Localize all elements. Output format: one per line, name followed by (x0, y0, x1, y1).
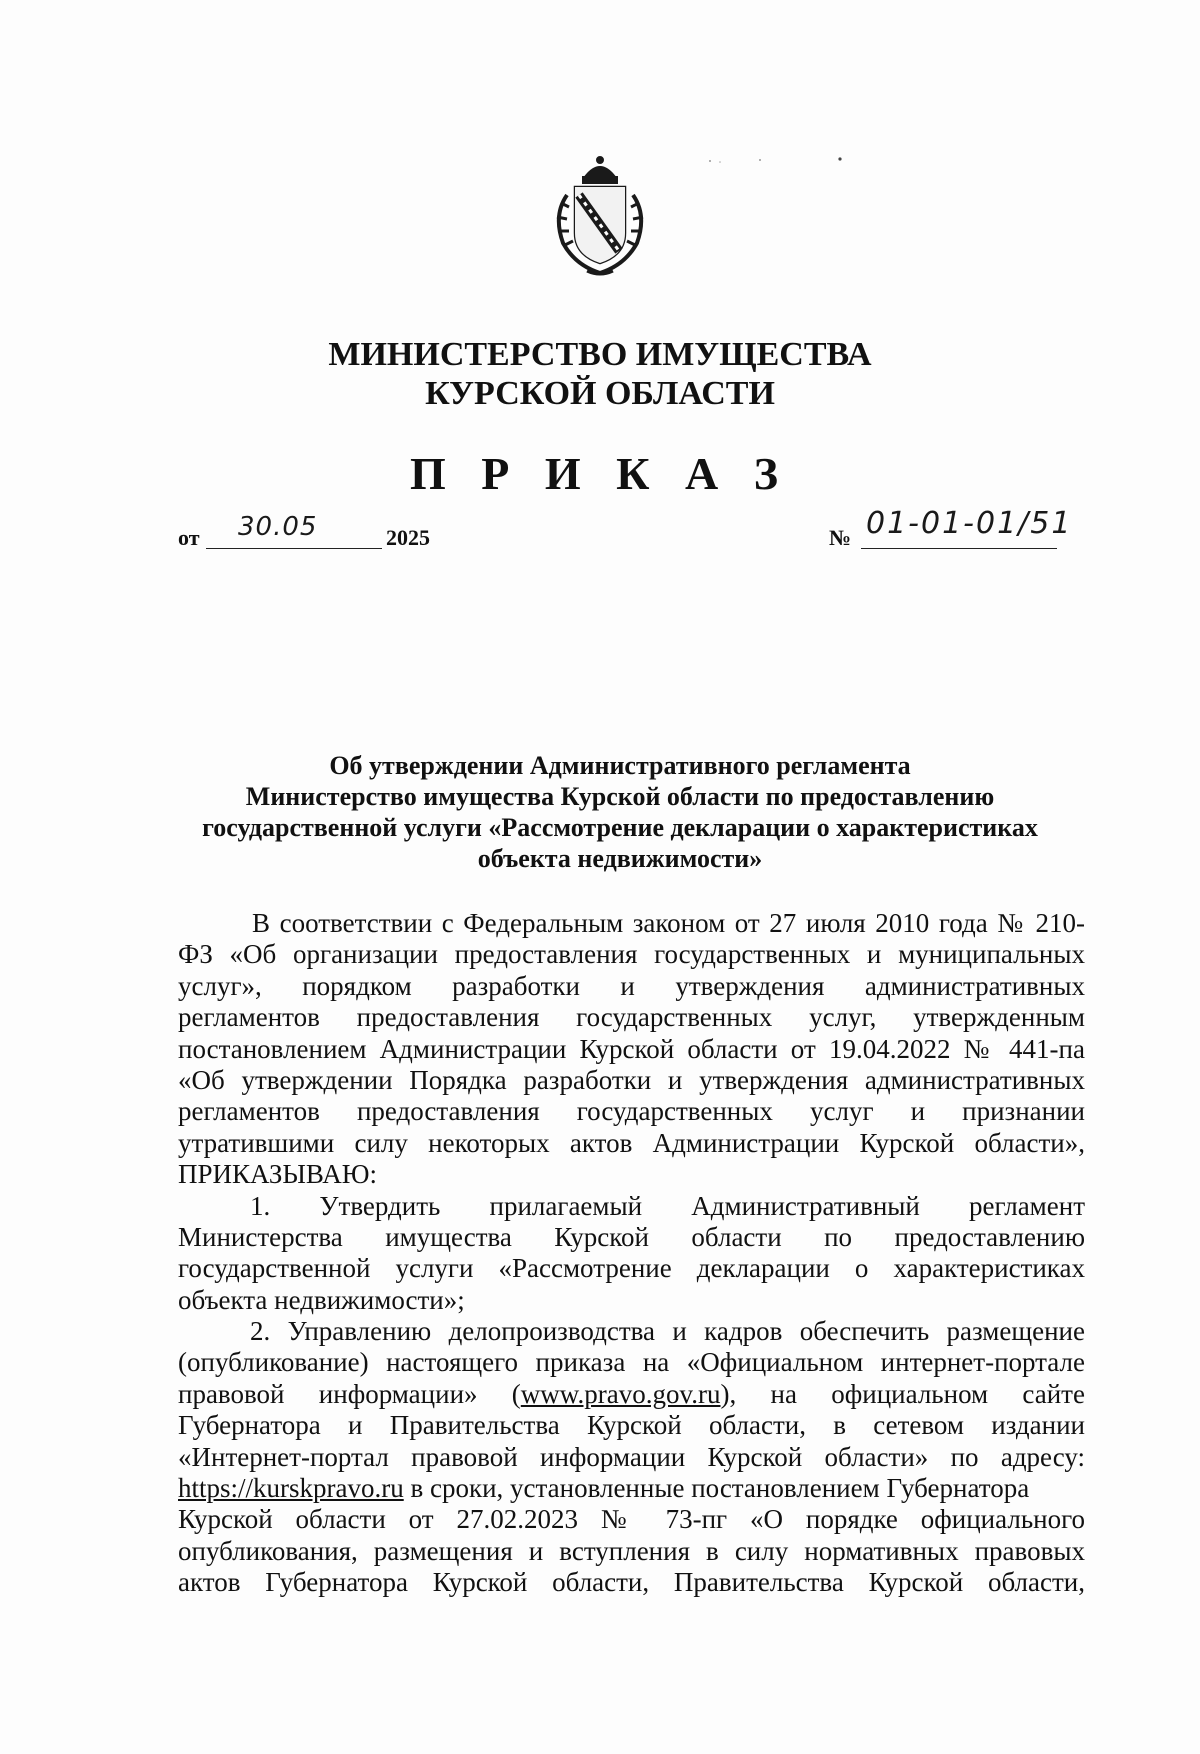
body-line: актов Губернатора Курской области, Правительства Курской области, (178, 1567, 1085, 1598)
number-handwritten: 01-01-01/51 (866, 506, 1073, 541)
body-word: официальном (831, 1378, 989, 1409)
body-line: услуг», порядком разработки и утверждения административных (178, 970, 1085, 1001)
number-underline (861, 548, 1057, 549)
order-subject (160, 750, 1080, 874)
number-prefix: № (829, 525, 852, 550)
ministry-name-line1: МИНИСТЕРСТВО ИМУЩЕСТВА (328, 336, 872, 373)
subject-line: Об утверждении Административного регламента (329, 751, 911, 780)
body-line: регламентов предоставления государственных услуг и признании (178, 1096, 1085, 1127)
body-word: информации» (318, 1378, 478, 1409)
date-year: 2025 (386, 525, 430, 550)
subject-line: объекта недвижимости» (477, 844, 763, 873)
body-line: объекта недвижимости»; (178, 1284, 465, 1315)
body-line: 2. Управлению делопроизводства и кадров обеспечить размещение (250, 1316, 1085, 1347)
body-line: «Об утверждении Порядка разработки и утверждения административных (178, 1064, 1085, 1095)
body-line: опубликования, размещения и вступления в силу нормативных правовых (178, 1535, 1085, 1566)
body-line-with-link (178, 1379, 1085, 1410)
date-underline (206, 548, 382, 549)
link-group (512, 1379, 736, 1410)
scan-specks (700, 155, 850, 167)
body-line: Курской области от 27.02.2023 № 73-пг «О порядке официального (178, 1504, 1085, 1535)
body-word: сайте (1022, 1378, 1085, 1409)
body-line: «Интернет-портал правовой информации Курской области» по адресу: (178, 1441, 1085, 1472)
kurskpravo-link[interactable]: https://kurskpravo.ru (178, 1473, 404, 1504)
document-type-title: П Р И К А З (409, 448, 790, 499)
order-body (178, 908, 1085, 1599)
body-line: государственной услуги «Рассмотрение декларации о характеристиках (178, 1253, 1085, 1284)
subject-line: Министерство имущества Курской области по предоставлению (245, 782, 995, 811)
body-line-with-link (178, 1473, 1085, 1504)
body-text-fragment: в сроки, установленные постановлением Губернатора (403, 1473, 1030, 1504)
body-line: ПРИКАЗЫВАЮ: (178, 1159, 377, 1190)
body-line: В соответствии с Федеральным законом от 27 июля 2010 года № 210- (252, 908, 1085, 938)
ministry-name-line2: КУРСКОЙ ОБЛАСТИ (425, 375, 775, 412)
pravo-gov-link[interactable]: www.pravo.gov.ru (520, 1378, 721, 1409)
subject-line: государственной услуги «Рассмотрение декларации о характеристиках (202, 813, 1038, 842)
body-line: (опубликование) настоящего приказа на «Официальном интернет-портале (178, 1347, 1085, 1378)
body-word: правовой (178, 1378, 285, 1409)
body-line: Губернатора и Правительства Курской области, в сетевом издании (178, 1410, 1085, 1441)
body-line: регламентов предоставления государственных услуг, утвержденным (178, 1002, 1085, 1033)
body-word: ( (511, 1378, 521, 1409)
body-line: Министерства имущества Курской области по предоставлению (178, 1221, 1085, 1252)
body-word: на (770, 1378, 797, 1409)
kursk-coat-of-arms-icon (545, 155, 655, 279)
date-handwritten: 30.05 (238, 512, 318, 542)
body-line: ФЗ «Об организации предоставления государственных и муниципальных (178, 939, 1085, 970)
body-line: утратившими силу некоторых актов Администрации Курской области», (178, 1127, 1085, 1158)
body-line: 1. Утвердить прилагаемый Административный регламент (250, 1190, 1085, 1221)
date-prefix: от (178, 525, 200, 550)
body-line: постановлением Администрации Курской области от 19.04.2022 № 441-па (178, 1033, 1085, 1064)
body-word: ), (720, 1378, 737, 1409)
